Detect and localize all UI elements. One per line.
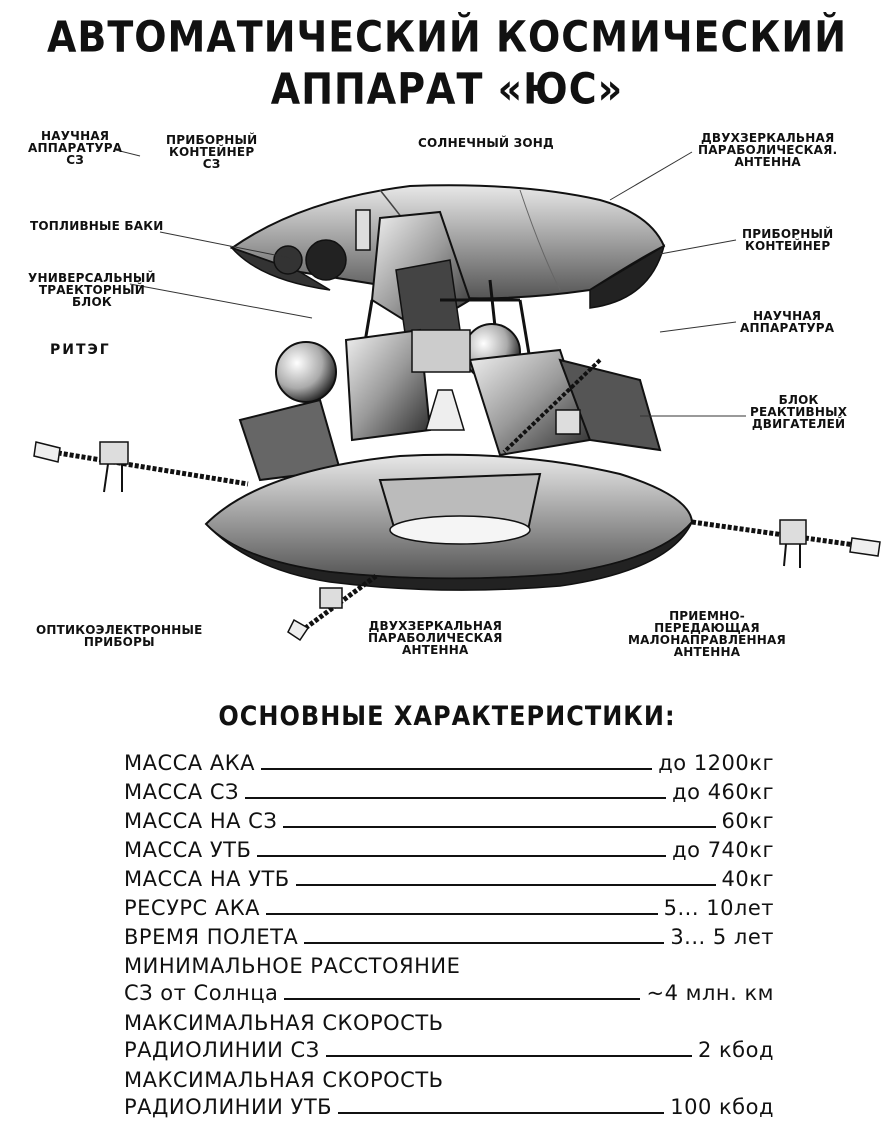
- label-solar-probe: СОЛНЕЧНЫЙ ЗОНД: [418, 136, 554, 150]
- spec-row: [124, 837, 774, 864]
- spec-leader-line: [296, 884, 716, 886]
- label-dual-mirror-antenna-bottom: ДВУХЗЕРКАЛЬНАЯ ПАРАБОЛИЧЕСКАЯ АНТЕННА: [368, 619, 503, 657]
- spec-row: [124, 808, 774, 835]
- spec-label: ВРЕМЯ ПОЛЕТА: [124, 925, 299, 949]
- spec-leader-line: [284, 998, 640, 1000]
- title-line-2: АППАРАТ «ЮС»: [270, 64, 624, 114]
- label-dual-mirror-antenna-top: ДВУХЗЕРКАЛЬНАЯ ПАРАБОЛИЧЕСКАЯ. АНТЕННА: [698, 131, 838, 169]
- spec-leader-line: [266, 913, 658, 915]
- tank-sphere-left: [276, 342, 336, 402]
- spec-value: 60кг: [721, 809, 774, 833]
- label-universal-trajectory-unit: УНИВЕРСАЛЬНЫЙ ТРАЕКТОРНЫЙ БЛОК: [28, 271, 156, 309]
- fuel-tank-sphere: [274, 246, 302, 274]
- label-scientific-equipment: НАУЧНАЯ АППАРАТУРА: [740, 309, 835, 335]
- fuel-tank-sphere: [306, 240, 346, 280]
- spec-value: ~4 млн. км: [646, 981, 774, 1005]
- label-scientific-equipment-sz: НАУЧНАЯ АППАРАТУРА СЗ: [28, 129, 123, 167]
- spec-leader-line: [245, 797, 666, 799]
- spec-leader-line: [283, 826, 715, 828]
- spec-leader-line: [304, 942, 664, 944]
- spec-label: МАССА НА УТБ: [124, 867, 290, 891]
- label-optoelectronic-devices: ОПТИКОЭЛЕКТРОННЫЕ ПРИБОРЫ: [36, 623, 203, 649]
- left-boom: [34, 442, 248, 492]
- spec-value: до 460кг: [672, 780, 774, 804]
- label-rtg: РИТЭГ: [50, 342, 111, 358]
- spec-value: до 740кг: [672, 838, 774, 862]
- spec-row: [124, 750, 774, 777]
- spec-label: СЗ от Солнца: [124, 981, 279, 1005]
- spec-label-line1: МАКСИМАЛЬНАЯ СКОРОСТЬ: [124, 1068, 444, 1092]
- spec-row: [124, 953, 774, 1007]
- label-instrument-container: ПРИБОРНЫЙ КОНТЕЙНЕР: [742, 227, 834, 253]
- spec-value: 5... 10лет: [663, 896, 774, 920]
- spec-leader-line: [338, 1112, 664, 1114]
- spec-leader-line: [261, 768, 652, 770]
- spec-row: [124, 866, 774, 893]
- spec-label: МАССА АКА: [124, 751, 255, 775]
- spec-label: РАДИОЛИНИИ УТБ: [124, 1095, 333, 1119]
- spec-row: [124, 895, 774, 922]
- label-low-directional-antenna: ПРИЕМНО- ПЕРЕДАЮЩАЯ МАЛОНАПРАВЛЕННАЯ АНТЕННА: [628, 609, 786, 659]
- spec-label: МАССА СЗ: [124, 780, 239, 804]
- spec-row: [124, 1010, 774, 1064]
- spec-value: 2 кбод: [697, 1038, 774, 1062]
- spec-label: РЕСУРС АКА: [124, 896, 261, 920]
- spec-leader-line: [326, 1055, 692, 1057]
- spec-label-line1: МАКСИМАЛЬНАЯ СКОРОСТЬ: [124, 1011, 444, 1035]
- spec-row: [124, 1067, 774, 1121]
- spec-row: [124, 779, 774, 806]
- spec-label-line1: МИНИМАЛЬНОЕ РАССТОЯНИЕ: [124, 954, 461, 978]
- spec-value: до 1200кг: [658, 751, 774, 775]
- specs-title: ОСНОВНЫЕ ХАРАКТЕРИСТИКИ:: [218, 700, 676, 732]
- label-thruster-block: БЛОК РЕАКТИВНЫХ ДВИГАТЕЛЕЙ: [750, 393, 848, 431]
- label-instrument-container-sz: ПРИБОРНЫЙ КОНТЕЙНЕР СЗ: [166, 133, 258, 171]
- spec-label: РАДИОЛИНИИ СЗ: [124, 1038, 320, 1062]
- spec-label: МАССА УТБ: [124, 838, 252, 862]
- spec-leader-line: [257, 855, 666, 857]
- engine-nozzle: [426, 390, 464, 430]
- spec-value: 100 кбод: [670, 1095, 774, 1119]
- title-line-1: АВТОМАТИЧЕСКИЙ КОСМИЧЕСКИЙ: [46, 12, 848, 62]
- right-boom: [692, 520, 880, 568]
- label-fuel-tanks: ТОПЛИВНЫЕ БАКИ: [30, 219, 164, 233]
- spec-label: МАССА НА СЗ: [124, 809, 278, 833]
- spec-value: 3... 5 лет: [670, 925, 774, 949]
- spec-value: 40кг: [721, 867, 774, 891]
- spec-row: [124, 924, 774, 951]
